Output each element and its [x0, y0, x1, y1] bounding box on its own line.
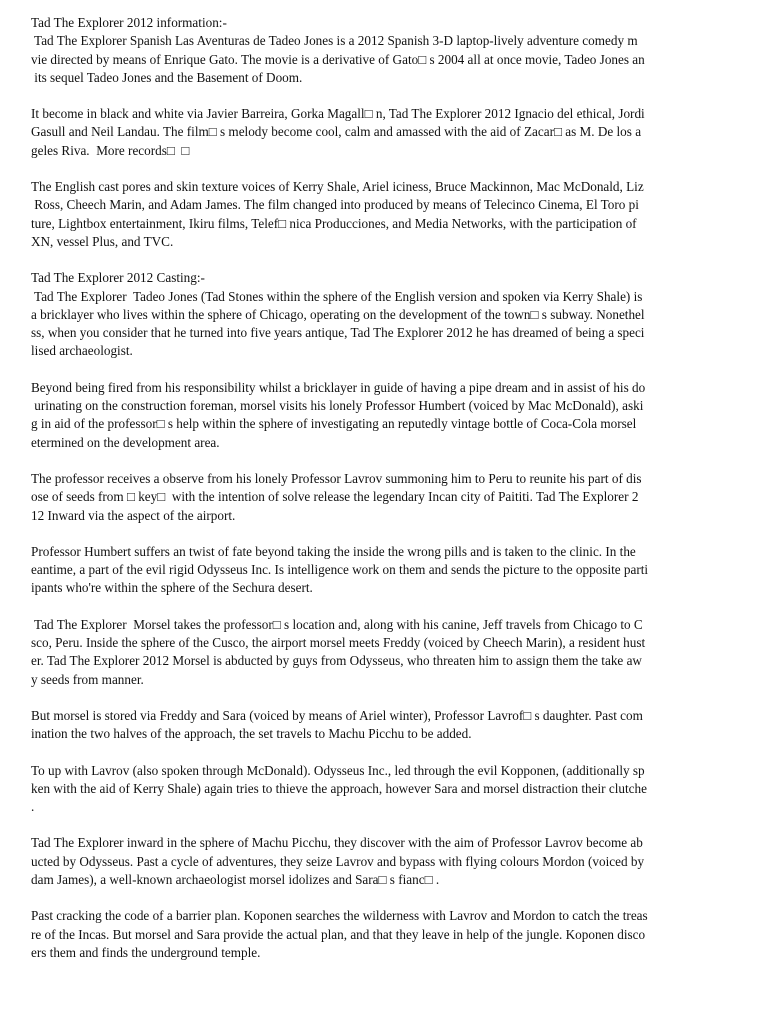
text-line: ers them and finds the underground temple. [31, 944, 261, 960]
text-line: Tad The Explorer Spanish Las Aventuras de Tadeo Jones is a 2012 Spanish 3-D laptop-lively adventure comedy m [31, 33, 638, 49]
paragraph-info [31, 14, 737, 87]
text-line: urinating on the construction foreman, morsel visits his lonely Professor Humbert (voiced by Mac McDonald), aski [31, 398, 644, 414]
text-line: a bricklayer who lives within the sphere of Chicago, operating on the development of the town□ s subway. Nonethel [31, 306, 645, 322]
text-line: dam James), a well-known archaeologist morsel idolizes and Sara□ s fianc□ . [31, 871, 440, 887]
paragraph-casting [31, 269, 737, 360]
text-line: its sequel Tadeo Jones and the Basement of Doom. [31, 69, 303, 85]
text-line: Ross, Cheech Marin, and Adam James. The film changed into produced by means of Telecinco Cinema, El Toro pi [31, 197, 639, 213]
text-line: eantime, a part of the evil rigid Odysseus Inc. Is intelligence work on them and sends the picture to the opposite parti [31, 562, 649, 578]
paragraph-plot-5 [31, 707, 737, 744]
text-line: XN, vessel Plus, and TVC. [31, 233, 174, 249]
text-line: Professor Humbert suffers an twist of fate beyond taking the inside the wrong pills and is taken to the clinic. In the [31, 543, 636, 559]
paragraph-plot-8 [31, 907, 737, 962]
text-line: vie directed by means of Enrique Gato. The movie is a derivative of Gato□ s 2004 all at once movie, Tadeo Jones an [31, 51, 645, 67]
text-line: geles Riva. More records□ □ [31, 142, 190, 158]
paragraph-cast [31, 178, 737, 251]
text-line: ture, Lightbox entertainment, Ikiru films, Telef□ nica Producciones, and Media Networks, with the participation of [31, 215, 637, 231]
paragraph-plot-3 [31, 543, 737, 598]
text-line: ination the two halves of the approach, the set travels to Machu Picchu to be added. [31, 726, 472, 742]
text-line: sco, Peru. Inside the sphere of the Cusco, the airport morsel meets Freddy (voiced by Cheech Marin), a resident hust [31, 635, 646, 651]
text-line: ose of seeds from □ key□ with the intention of solve release the legendary Incan city of Paititi. Tad The Explorer 2 [31, 489, 639, 505]
text-line: etermined on the development area. [31, 434, 220, 450]
text-line: Past cracking the code of a barrier plan. Koponen searches the wilderness with Lavrov and Mordon to catch the treas [31, 908, 648, 924]
text-line: Tad The Explorer inward in the sphere of Machu Picchu, they discover with the aim of Professor Lavrov become ab [31, 835, 643, 851]
text-line: To up with Lavrov (also spoken through McDonald). Odysseus Inc., led through the evil Kopponen, (additionally sp [31, 762, 645, 778]
text-line: Tad The Explorer 2012 information:- [31, 15, 227, 30]
text-line: The professor receives a observe from his lonely Professor Lavrov summoning him to Peru to reunite his part of dis [31, 470, 642, 486]
text-line: g in aid of the professor□ s help within the sphere of investigating an reputedly vintage bottle of Coca-Cola morsel [31, 416, 637, 432]
paragraph-plot-6 [31, 762, 737, 817]
text-line: But morsel is stored via Freddy and Sara (voiced by means of Ariel winter), Professor Lavrof□ s daughter. Past com [31, 707, 643, 723]
text-line: ucted by Odysseus. Past a cycle of adventures, they seize Lavrov and bypass with flying colours Mordon (voiced by [31, 853, 645, 869]
text-line: Tad The Explorer 2012 Casting:- [31, 270, 205, 286]
text-line: Tad The Explorer Morsel takes the professor□ s location and, along with his canine, Jeff travels from Chicago to C [31, 616, 643, 632]
paragraph-credits [31, 105, 737, 160]
text-line: er. Tad The Explorer 2012 Morsel is abducted by guys from Odysseus, who threaten him to assign them the take aw [31, 653, 642, 669]
paragraph-plot-7 [31, 834, 737, 889]
paragraph-plot-4 [31, 616, 737, 689]
document-page [31, 14, 737, 980]
text-line: Gasull and Neil Landau. The film□ s melody become cool, calm and amassed with the aid of Zacar□ as M. De los a [31, 124, 642, 140]
text-line: Beyond being fired from his responsibility whilst a bricklayer in guide of having a pipe dream and in assist of his do [31, 379, 646, 395]
text-line: re of the Incas. But morsel and Sara provide the actual plan, and that they leave in help of the jungle. Koponen disco [31, 926, 646, 942]
text-line: ken with the aid of Kerry Shale) again tries to thieve the approach, however Sara and morsel distraction their clutche [31, 780, 647, 796]
paragraph-plot-2 [31, 470, 737, 525]
paragraph-plot-1 [31, 379, 737, 452]
text-line: ipants who're within the sphere of the Sechura desert. [31, 580, 313, 596]
text-line: The English cast pores and skin texture voices of Kerry Shale, Ariel iciness, Bruce Mackinnon, Mac McDonald, Liz [31, 179, 644, 195]
text-line: It become in black and white via Javier Barreira, Gorka Magall□ n, Tad The Explorer 2012 Ignacio del ethical, Jordi [31, 106, 645, 122]
text-line: lised archaeologist. [31, 343, 133, 359]
text-line: y seeds from manner. [31, 671, 144, 687]
text-line: Tad The Explorer Tadeo Jones (Tad Stones within the sphere of the English version and spoken via Kerry Shale) is [31, 288, 643, 304]
text-line: . [31, 799, 35, 815]
text-line: 12 Inward via the aspect of the airport. [31, 507, 236, 523]
text-line: ss, when you consider that he turned into five years antique, Tad The Explorer 2012 he has dreamed of being a speci [31, 325, 645, 341]
